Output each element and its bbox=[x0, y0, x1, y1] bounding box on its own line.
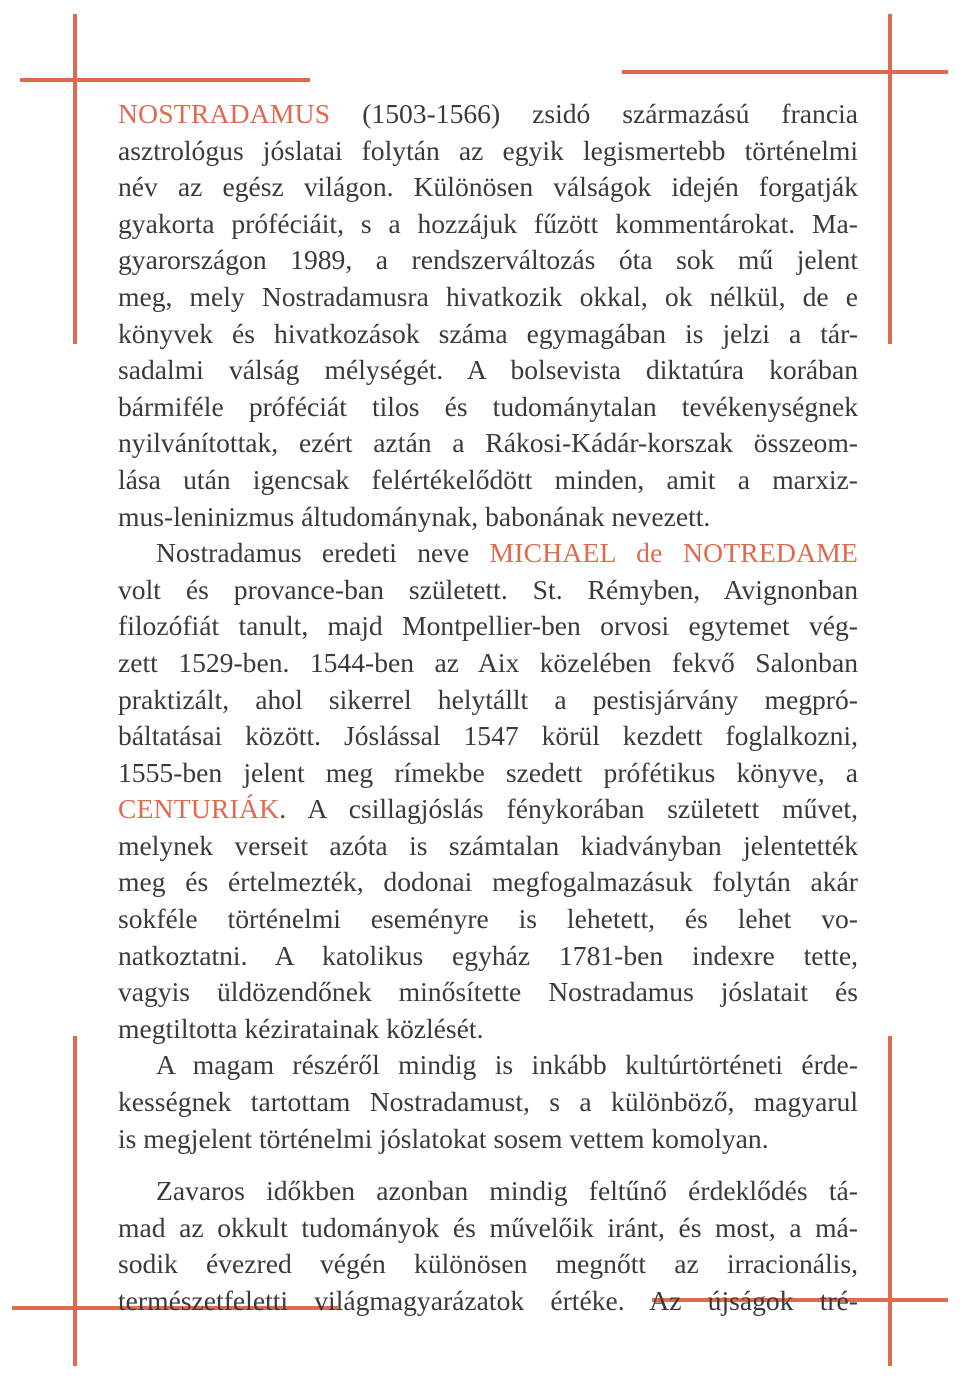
text-line bbox=[118, 755, 858, 792]
text-segment: A magam részéről mindig is inkább kultúrtörténeti érde- bbox=[156, 1049, 858, 1081]
text-line bbox=[118, 499, 858, 536]
text-line bbox=[118, 1047, 858, 1084]
text-segment: mad az okkult tudományok és művelőik iránt, és most, a má- bbox=[118, 1211, 858, 1243]
text-segment: sadalmi válság mélységét. A bolsevista diktatúra korában bbox=[118, 354, 858, 386]
text-line bbox=[118, 1173, 858, 1210]
decor-line-top-right-vertical bbox=[888, 14, 892, 344]
text-segment: asztrológus jóslatai folytán az egyik legismertebb történelmi bbox=[118, 134, 858, 166]
text-segment: bármiféle próféciát tilos és tudománytalan tevékenységnek bbox=[118, 390, 858, 422]
text-line bbox=[118, 718, 858, 755]
text-line bbox=[118, 1283, 858, 1320]
text-segment: mus-leninizmus áltudománynak, babonának nevezett. bbox=[118, 500, 711, 532]
text-segment: Nostradamus eredeti neve bbox=[156, 537, 490, 569]
paragraph-gap bbox=[118, 1157, 858, 1173]
text-segment: filozófiát tanult, majd Montpellier-ben orvosi egytemet vég- bbox=[118, 610, 858, 642]
text-segment: könyvek és hivatkozások száma egymagában is jelzi a tár- bbox=[118, 317, 858, 349]
text-line bbox=[118, 828, 858, 865]
text-segment: kességnek tartottam Nostradamust, s a különböző, magyarul bbox=[118, 1086, 858, 1118]
text-segment: volt és provance-ban született. St. Rémyben, Avignonban bbox=[118, 573, 858, 605]
text-segment: meg és értelmezték, dodonai megfogalmazásuk folytán akár bbox=[118, 866, 858, 898]
text-line bbox=[118, 133, 858, 170]
text-line bbox=[118, 1011, 858, 1048]
text-segment: sokféle történelmi eseményre is lehetett, és lehet vo- bbox=[118, 903, 858, 935]
text-line bbox=[118, 938, 858, 975]
text-segment: natkoztatni. A katolikus egyház 1781-ben indexre tette, bbox=[118, 939, 858, 971]
text-line bbox=[118, 206, 858, 243]
text-line bbox=[118, 901, 858, 938]
text-line bbox=[118, 1210, 858, 1247]
text-line bbox=[118, 389, 858, 426]
text-line bbox=[118, 1084, 858, 1121]
highlighted-name: CENTURIÁK bbox=[118, 793, 280, 825]
text-segment: báltatásai között. Jóslással 1547 körül kezdett foglalkozni, bbox=[118, 720, 858, 752]
text-segment: meg, mely Nostradamusra hivatkozik okkal, ok nélkül, de e bbox=[118, 280, 858, 312]
text-line bbox=[118, 425, 858, 462]
paragraph bbox=[118, 535, 858, 1047]
text-line bbox=[118, 974, 858, 1011]
body-text bbox=[118, 96, 858, 1320]
text-segment: név az egész világon. Különösen válságok idején forgatják bbox=[118, 171, 858, 203]
text-line bbox=[118, 608, 858, 645]
decor-line-bottom-left-vertical bbox=[73, 1036, 77, 1366]
text-line bbox=[118, 645, 858, 682]
highlighted-name: MICHAEL de NOTREDAME bbox=[489, 537, 858, 569]
text-segment: zett 1529-ben. 1544-ben az Aix közelében fekvő Salonban bbox=[118, 646, 858, 678]
text-line bbox=[118, 96, 858, 133]
text-segment: gyarországon 1989, a rendszerváltozás óta sok mű jelent bbox=[118, 244, 858, 276]
decor-line-top-left-horizontal bbox=[20, 78, 310, 82]
text-line bbox=[118, 242, 858, 279]
text-segment: sodik évezred végén különösen megnőtt az irracionális, bbox=[118, 1248, 858, 1280]
text-segment: megtiltotta kéziratainak közlését. bbox=[118, 1012, 484, 1044]
text-segment: melynek verseit azóta is számtalan kiadványban jelentették bbox=[118, 829, 858, 861]
text-segment: Zavaros időkben azonban mindig feltűnő érdeklődés tá- bbox=[156, 1175, 858, 1207]
highlighted-name: NOSTRADAMUS bbox=[118, 98, 331, 129]
text-line bbox=[118, 791, 858, 828]
text-line bbox=[118, 1121, 858, 1158]
decor-line-top-right-horizontal bbox=[622, 70, 948, 74]
text-line bbox=[118, 572, 858, 609]
decor-line-bottom-right-vertical bbox=[888, 1036, 892, 1366]
text-segment: is megjelent történelmi jóslatokat sosem vettem komolyan. bbox=[118, 1122, 769, 1154]
paragraph bbox=[118, 1173, 858, 1319]
text-line bbox=[118, 352, 858, 389]
text-segment: természetfeletti világmagyarázatok értéke. Az újságok tré- bbox=[118, 1285, 858, 1316]
paragraph bbox=[118, 1047, 858, 1157]
decor-line-top-left-vertical bbox=[73, 14, 77, 344]
text-line bbox=[118, 864, 858, 901]
text-segment: praktizált, ahol sikerrel helytállt a pestisjárvány megpró- bbox=[118, 683, 858, 715]
text-line bbox=[118, 462, 858, 499]
text-segment: vagyis üldözendőnek minősítette Nostradamus jóslatait és bbox=[118, 976, 858, 1008]
text-segment: . A csillagjóslás fénykorában született művet, bbox=[279, 793, 858, 825]
text-line bbox=[118, 279, 858, 316]
text-line bbox=[118, 1246, 858, 1283]
paragraph bbox=[118, 96, 858, 535]
text-line bbox=[118, 535, 858, 572]
text-segment: lása után igencsak felértékelődött minden, amit a marxiz- bbox=[118, 463, 858, 495]
text-segment: 1555-ben jelent meg rímekbe szedett prófétikus könyve, a bbox=[118, 756, 858, 788]
text-segment: gyakorta próféciáit, s a hozzájuk fűzött kommentárokat. Ma- bbox=[118, 207, 858, 239]
text-segment: (1503-1566) zsidó származású francia bbox=[330, 98, 858, 129]
text-line bbox=[118, 169, 858, 206]
text-segment: nyilvánítottak, ezért aztán a Rákosi-Kádár-korszak összeom- bbox=[118, 427, 858, 459]
text-line bbox=[118, 316, 858, 353]
text-line bbox=[118, 682, 858, 719]
